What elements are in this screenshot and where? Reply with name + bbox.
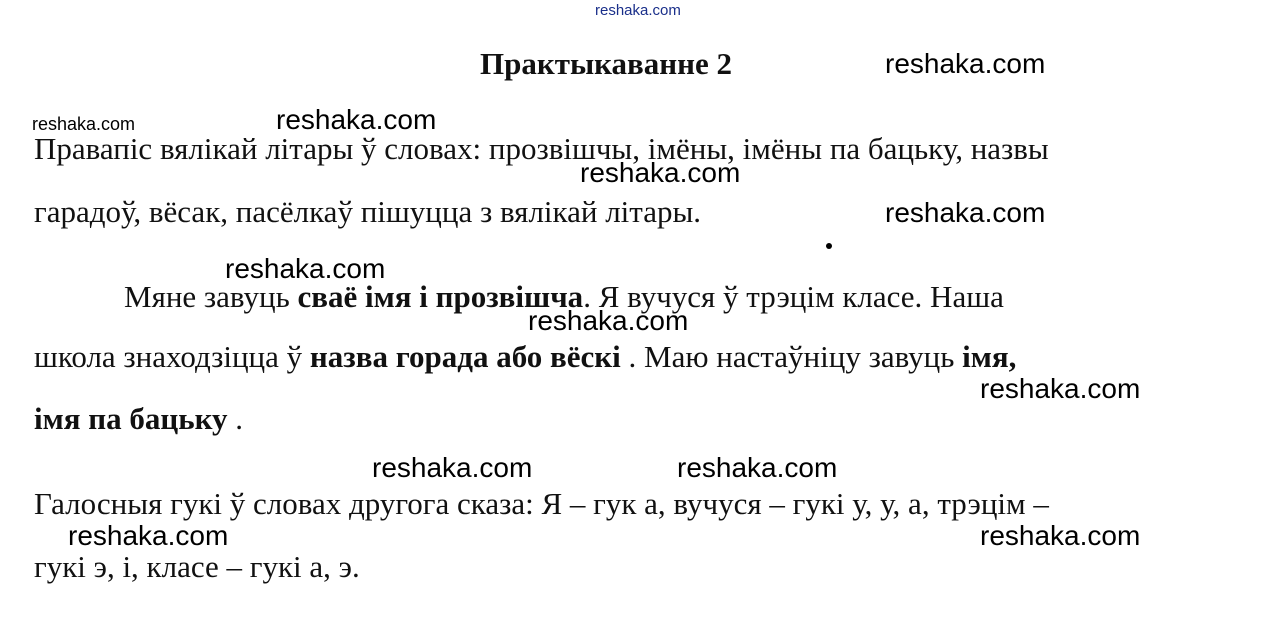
watermark: reshaka.com [980,373,1141,404]
ink-dot [826,243,832,249]
text-segment: . [227,401,244,436]
placeholder-patronymic: імя па бацьку [34,401,228,436]
watermark: reshaka.com [276,104,437,135]
watermark-top: reshaka.com [595,2,681,19]
watermark: reshaka.com [980,520,1141,551]
page-title: Практыкаванне 2 [480,46,733,81]
paragraph-2-line-3 [34,403,243,434]
watermark: reshaka.com [580,157,741,188]
placeholder-teacher-name: імя, [962,339,1017,374]
watermark: reshaka.com [225,253,386,284]
paragraph-3-line-1: Галосныя гукі ў словах другога сказа: Я – гук а, вучуся – гукі у, у, а, трэцім – [34,486,1049,521]
paragraph-2-line-2 [34,341,1016,372]
watermark: reshaka.com [885,197,1046,228]
paragraph-1-line-1: Правапіс вялікай літары ў словах: прозвішчы, імёны, імёны па бацьку, назвы [34,131,1049,166]
watermark: reshaka.com [885,48,1046,79]
text-segment: . Маю настаўніцу завуць [620,339,963,374]
placeholder-name-surname: сваё імя і прозвішча [297,279,584,314]
paragraph-1-line-2: гарадоў, вёсак, пасёлкаў пішуцца з вялікай літары. [34,194,702,229]
text-segment: Мяне завуць [124,279,298,314]
text-segment: . Я вучуся ў трэцім класе. Наша [583,279,1004,314]
watermark: reshaka.com [372,452,533,483]
paragraph-3-line-2: гукі э, і, класе – гукі а, э. [34,549,360,584]
watermark: reshaka.com [32,114,136,134]
watermark: reshaka.com [68,520,229,551]
text-segment: школа знаходзіцца ў [34,339,310,374]
watermark: reshaka.com [677,452,838,483]
placeholder-town: назва горада або вёскі [309,339,621,374]
watermark: reshaka.com [528,305,689,336]
